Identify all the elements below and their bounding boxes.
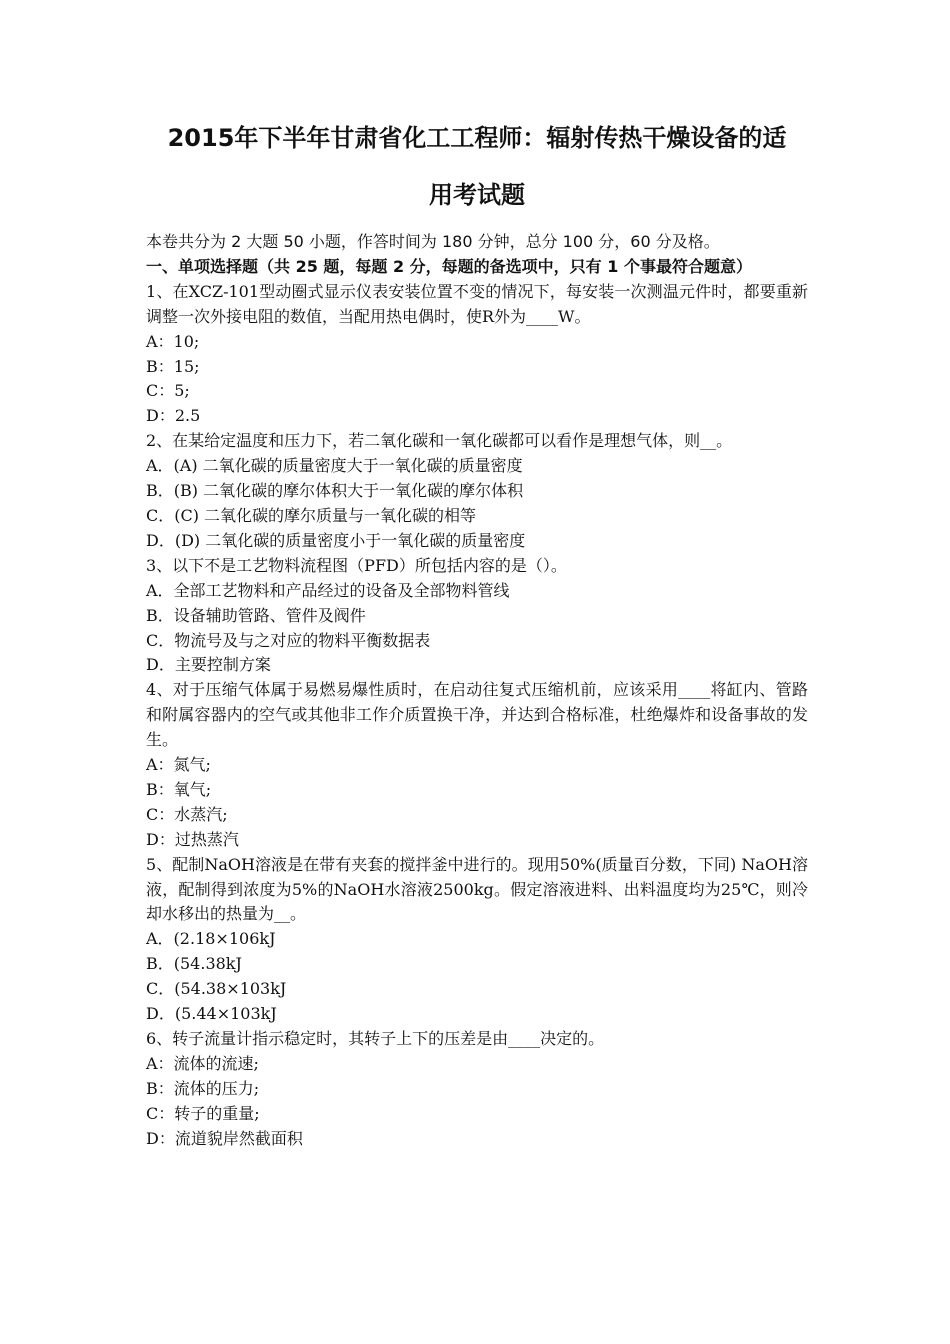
question-text: 6、转子流量计指示稳定时，其转子上下的压差是由____决定的。 — [146, 1029, 605, 1048]
option-d: D．(D) 二氧化碳的质量密度小于一氧化碳的质量密度 — [146, 530, 526, 550]
option-a: A．(A) 二氧化碳的质量密度大于一氧化碳的质量密度 — [146, 456, 523, 476]
option-d: D．(5.44×103kJ — [146, 1004, 277, 1024]
option-c: C．物流号及与之对应的物料平衡数据表 — [146, 630, 431, 650]
question-text: 1、在XCZ-101型动圈式显示仪表安装位置不变的情况下，每安装一次测温元件时，都要重新调整一次外接电阻的数值，当配用热电偶时，使R外为____W。 — [146, 281, 808, 326]
question-5 — [146, 853, 808, 1027]
option-a: A：氮气; — [146, 755, 211, 775]
question-1 — [146, 280, 808, 429]
option-c: C．(54.38×103kJ — [146, 979, 287, 999]
option-a: A．全部工艺物料和产品经过的设备及全部物料管线 — [146, 580, 510, 600]
question-4 — [146, 678, 808, 852]
option-b: B：流体的压力; — [146, 1078, 260, 1098]
option-d: D：流道貌岸然截面积 — [146, 1128, 303, 1148]
option-b: B．设备辅助管路、管件及阀件 — [146, 605, 366, 625]
option-a: A．(2.18×106kJ — [146, 929, 276, 949]
option-a: A：10; — [146, 331, 200, 351]
option-c: C：5; — [146, 381, 190, 401]
exam-info: 本卷共分为 2 大题 50 小题，作答时间为 180 分钟，总分 100 分，60 分及格。 — [146, 232, 720, 251]
exam-page — [146, 110, 808, 1152]
option-d: D：2.5 — [146, 406, 201, 426]
question-2 — [146, 429, 808, 554]
question-text: 3、以下不是工艺物料流程图（PFD）所包括内容的是（）。 — [146, 555, 567, 575]
option-b: B．(54.38kJ — [146, 954, 242, 974]
option-c: C：水蒸汽; — [146, 804, 228, 824]
question-6 — [146, 1027, 808, 1152]
question-text: 5、配制NaOH溶液是在带有夹套的搅拌釜中进行的。现用50%(质量百分数，下同) NaOH溶液，配制得到浓度为5%的NaOH水溶液2500kg。假定溶液进料、出料温度均为25℃，则冷却水移出的热量为__。 — [146, 854, 808, 924]
option-c: C：转子的重量; — [146, 1103, 260, 1123]
option-b: B．(B) 二氧化碳的摩尔体积大于一氧化碳的摩尔体积 — [146, 481, 524, 501]
question-3 — [146, 554, 808, 679]
question-text: 4、对于压缩气体属于易燃易爆性质时，在启动往复式压缩机前，应该采用____将缸内、管路和附属容器内的空气或其他非工作介质置换干净，并达到合格标准，杜绝爆炸和设备事故的发生。 — [146, 680, 808, 750]
option-a: A：流体的流速; — [146, 1053, 259, 1073]
question-text: 2、在某给定温度和压力下，若二氧化碳和一氧化碳都可以看作是理想气体，则__。 — [146, 431, 733, 451]
title-line-1: 2015年下半年甘肃省化工工程师：辐射传热干燥设备的适 — [167, 124, 787, 152]
option-b: B：15; — [146, 356, 200, 376]
section-header: 一、单项选择题（共 25 题，每题 2 分，每题的备选项中，只有 1 个事最符合题意） — [146, 256, 752, 276]
document-title — [146, 110, 808, 224]
option-d: D．主要控制方案 — [146, 655, 271, 675]
option-b: B：氧气; — [146, 779, 212, 799]
option-d: D：过热蒸汽 — [146, 829, 239, 849]
option-c: C．(C) 二氧化碳的摩尔质量与一氧化碳的相等 — [146, 505, 477, 525]
title-line-2: 用考试题 — [429, 181, 525, 209]
